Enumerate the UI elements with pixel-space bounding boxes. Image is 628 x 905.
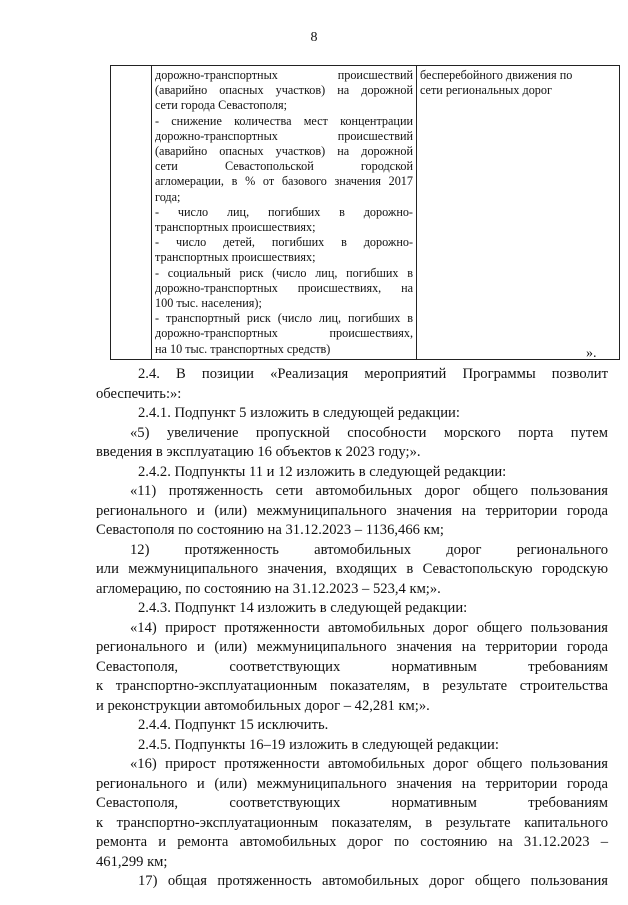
paragraph-line: к транспортно-эксплуатационным показателям, в результате строительства xyxy=(96,678,608,694)
paragraph-line: ремонта и ремонта автомобильных дорог по состоянию на 31.12.2023 – xyxy=(96,834,608,850)
paragraph-line: «5) увеличение пропускной способности морского порта путем xyxy=(130,424,608,441)
paragraph-line: 2.4.3. Подпункт 14 изложить в следующей редакции: xyxy=(138,600,468,616)
table-line: сети Севастопольской городской xyxy=(155,159,413,174)
table-line: бесперебойного движения по xyxy=(420,68,573,82)
paragraph-line: 2.4. В позиции «Реализация мероприятий Программы позволит xyxy=(138,366,608,382)
paragraph-line: регионального и (или) межмуниципального значения на территории города xyxy=(96,775,608,792)
table-line: дорожно-транспортных происшествиях, xyxy=(155,326,413,341)
page-number: 8 xyxy=(310,30,318,45)
table-line: сети региональных дорог xyxy=(420,83,552,98)
table-line: (аварийно опасных участков) на дорожной xyxy=(155,144,413,159)
table-line: 100 тыс. населения); xyxy=(155,296,262,311)
table-line: (аварийно опасных участков) на дорожной xyxy=(155,83,413,98)
table-line: транспортных происшествиях; xyxy=(155,220,316,235)
table-line: сети города Севастополя; xyxy=(155,98,288,113)
closing-quote: ». xyxy=(586,346,597,361)
paragraph-line: 12) протяженность автомобильных дорог регионального xyxy=(130,541,608,558)
paragraph-line: 2.4.1. Подпункт 5 изложить в следующей редакции: xyxy=(138,405,460,421)
paragraph-line: 2.4.2. Подпункты 11 и 12 изложить в следующей редакции: xyxy=(138,463,507,480)
paragraph-line: или межмуниципального значения, входящих в Севастопольскую городскую xyxy=(96,561,608,577)
table-line: транспортных происшествиях; xyxy=(155,250,316,265)
document-body xyxy=(96,365,608,892)
paragraph-line: Севастополя по состоянию на 31.12.2023 – 1136,466 км; xyxy=(96,522,444,538)
paragraph-line: введения в эксплуатацию 16 объектов к 2023 году;». xyxy=(96,444,421,460)
paragraph-line: регионального и (или) межмуниципального значения на территории города xyxy=(96,639,608,655)
paragraph-line: 2.4.4. Подпункт 15 исключить. xyxy=(138,717,329,733)
paragraph-line: 461,299 км; xyxy=(96,853,168,870)
table-line: - снижение количества мест концентрации xyxy=(155,113,413,128)
table-line: дорожно-транспортных происшествий xyxy=(155,128,413,143)
paragraph-line: «16) прирост протяженности автомобильных дорог общего пользования xyxy=(130,756,608,772)
paragraph-line: «14) прирост протяженности автомобильных дорог общего пользования xyxy=(130,619,608,636)
paragraph-line: к транспортно-эксплуатационным показателям, в результате капитального xyxy=(96,814,608,831)
paragraph-line: и реконструкции автомобильных дорог – 42,281 км;». xyxy=(96,697,430,714)
table-line: дорожно-транспортных происшествиях, на xyxy=(155,280,413,295)
table-line: агломерации, в % от базового значения 2017 xyxy=(155,174,413,189)
paragraph-line: 2.4.5. Подпункты 16–19 изложить в следующей редакции: xyxy=(138,736,499,753)
paragraph-line: «11) протяженность сети автомобильных дорог общего пользования xyxy=(130,483,608,499)
table-line: на 10 тыс. транспортных средств) xyxy=(155,341,331,356)
table-cell-empty xyxy=(111,66,152,360)
table-cell-results xyxy=(417,66,620,360)
paragraph-line: Севастополя, соответствующих нормативным требованиям xyxy=(96,795,608,811)
table-line: - социальный риск (число лиц, погибших в xyxy=(155,265,413,280)
paragraph-line: регионального и (или) межмуниципального значения на территории города xyxy=(96,502,608,519)
program-table xyxy=(110,65,620,360)
table-line: - число лиц, погибших в дорожно- xyxy=(155,204,413,219)
paragraph-line: 17) общая протяженность автомобильных дорог общего пользования xyxy=(138,873,608,889)
paragraph-line: обеспечить:»: xyxy=(96,385,182,402)
table-line: дорожно-транспортных происшествий xyxy=(155,68,413,82)
paragraph-line: агломерацию, по состоянию на 31.12.2023 – 523,4 км;». xyxy=(96,580,441,597)
table-line: года; xyxy=(155,189,181,204)
table-row xyxy=(111,66,620,360)
paragraph-line: Севастополя, соответствующих нормативным требованиям xyxy=(96,658,608,675)
table-line: - транспортный риск (число лиц, погибших в xyxy=(155,311,413,326)
table-line: - число детей, погибших в дорожно- xyxy=(155,235,413,250)
table-cell-indicators xyxy=(152,66,417,360)
